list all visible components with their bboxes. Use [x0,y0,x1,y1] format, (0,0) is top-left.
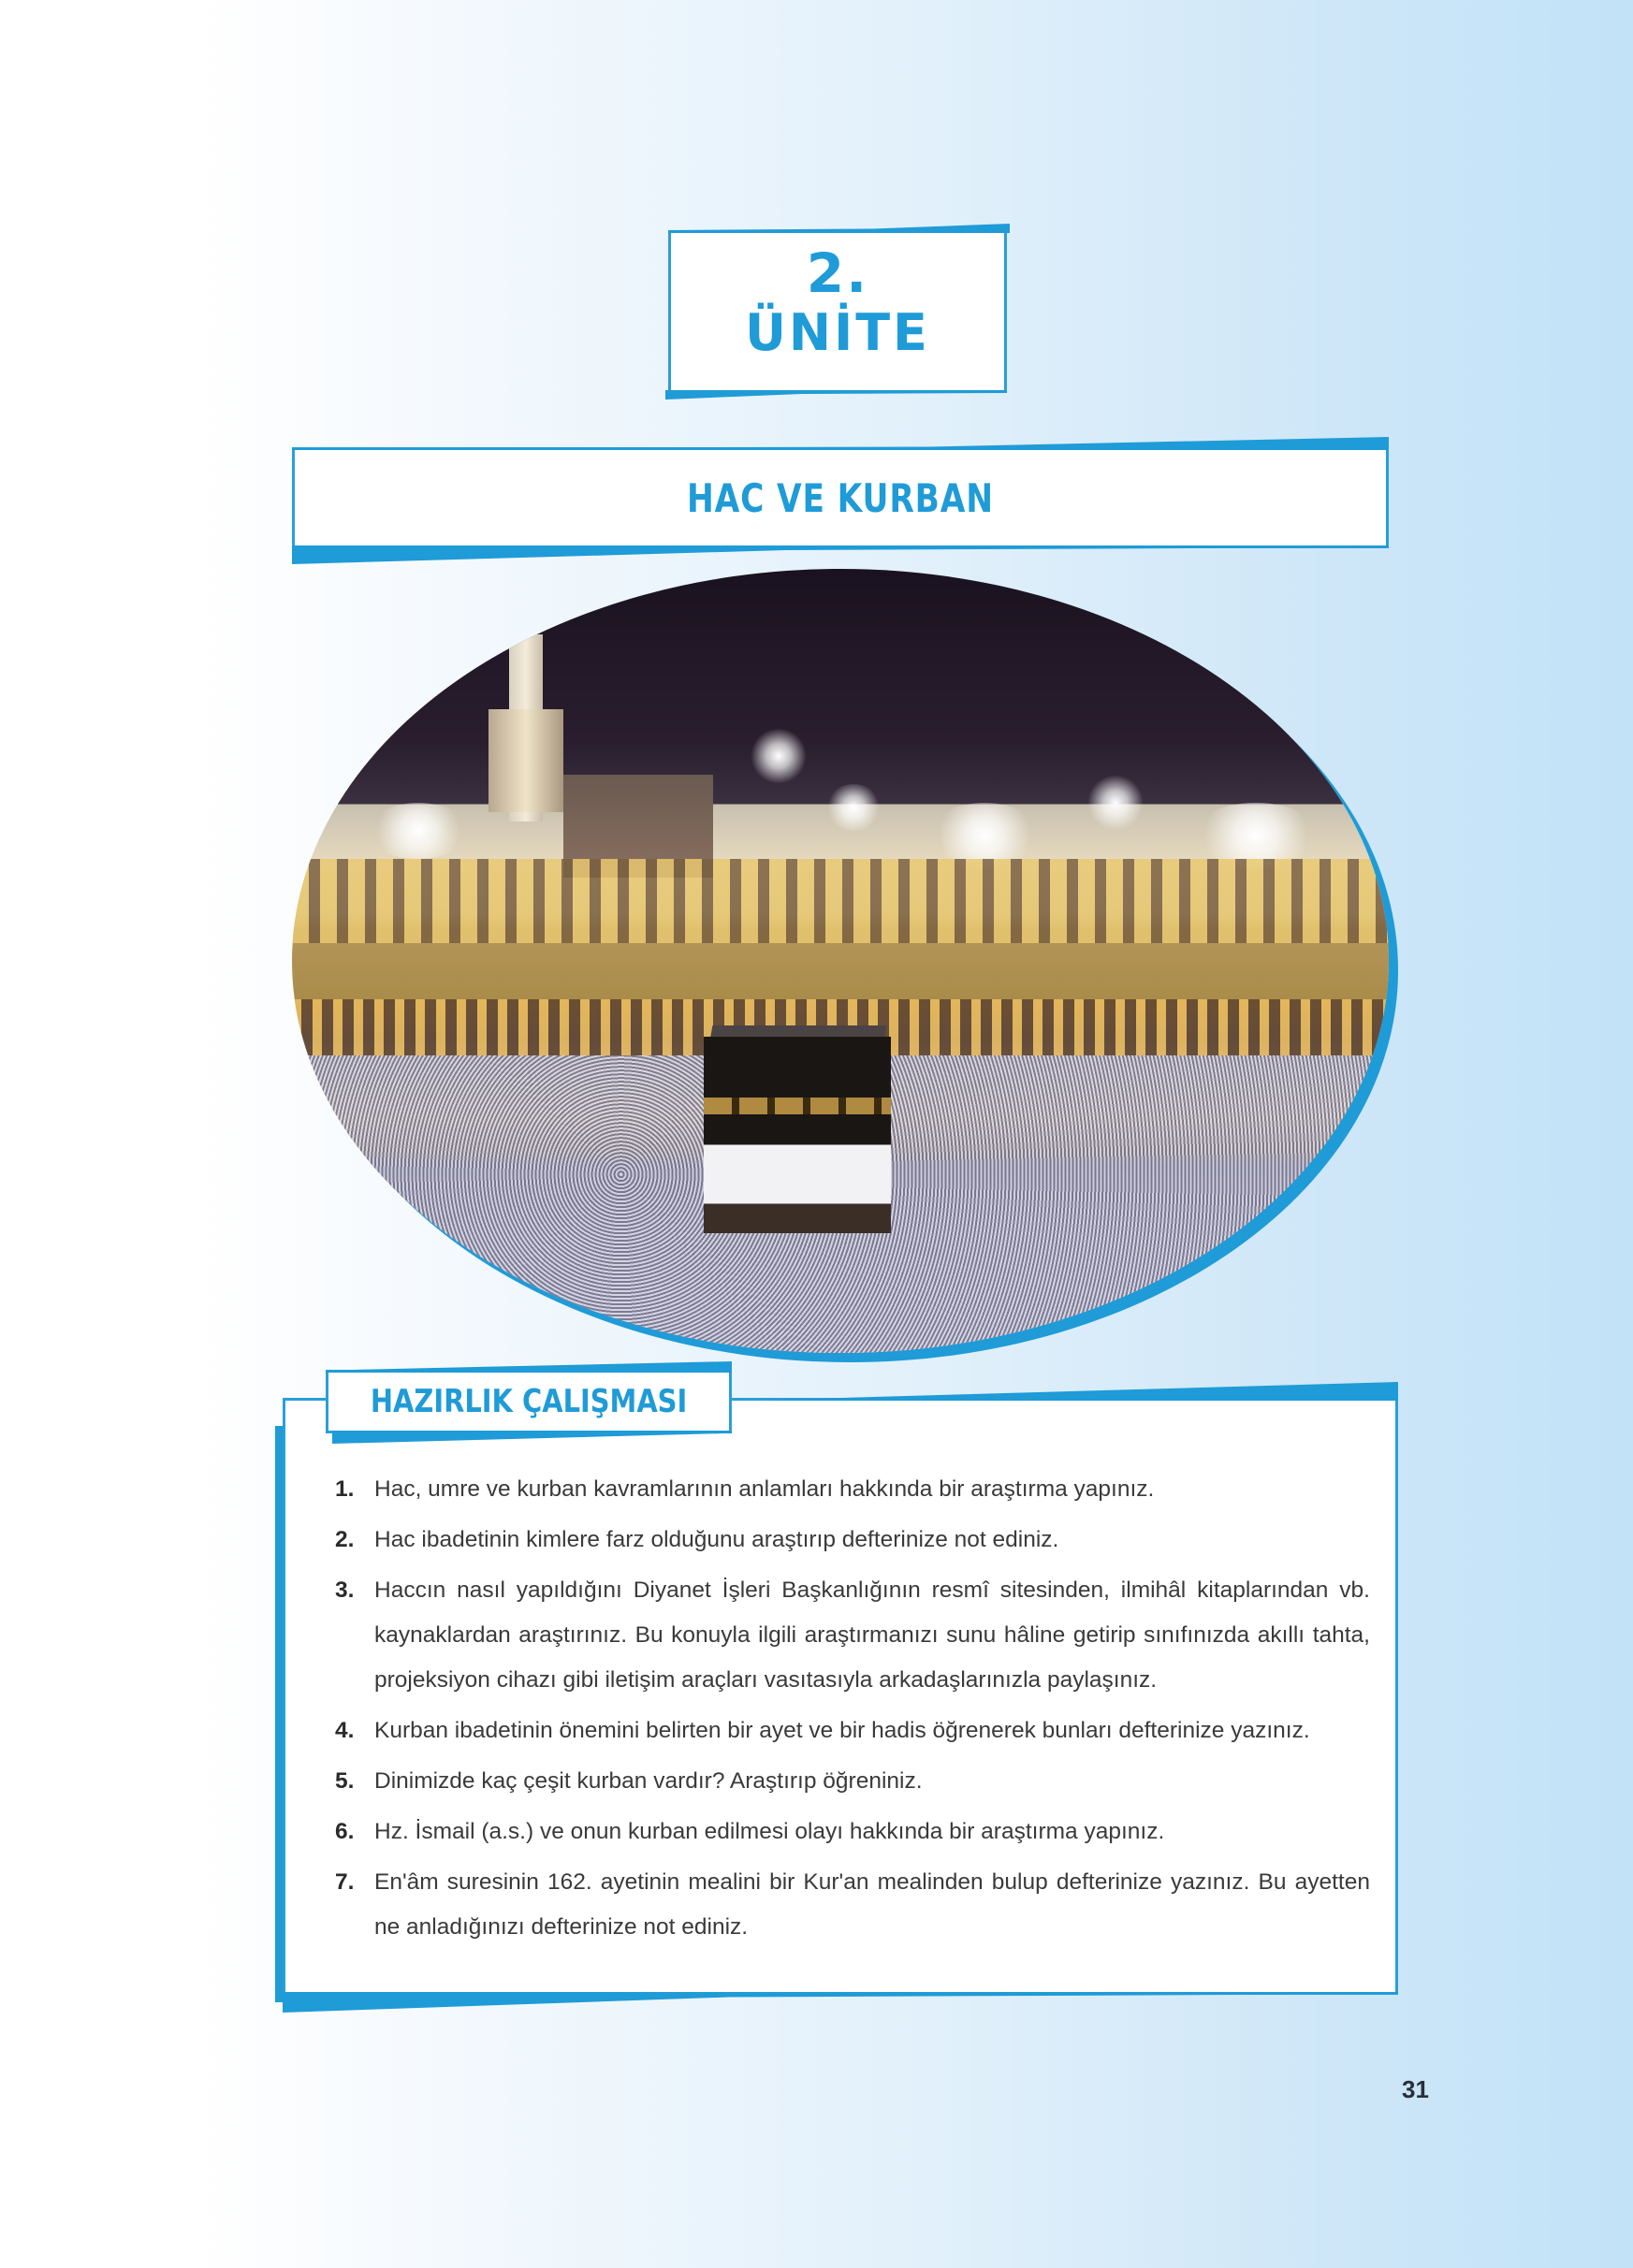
item-text: En'âm suresinin 162. ayetinin mealini bir Kur'an mealinden bulup defterinize yazınız. Bu ayetten ne anladığınızı defterinize not ediniz. [374,1869,1370,1940]
item-text: Hac, umre ve kurban kavramlarının anlamları hakkında bir araştırma yapınız. [374,1476,1155,1502]
unit-box [668,230,1007,393]
light-glow [367,803,470,859]
list-item [335,1810,1370,1854]
item-text: Kurban ibadetinin önemini belirten bir ayet ve bir hadis öğrenerek bunları defterinize yazınız. [374,1718,1310,1743]
item-number: 3. [335,1577,355,1603]
list-item [335,1467,1370,1512]
item-number: 1. [335,1476,355,1502]
kaaba-photo [292,569,1389,1353]
light-glow [1087,775,1144,831]
item-number: 7. [335,1869,355,1895]
item-text: Haccın nasıl yapıldığını Diyanet İşleri Başkanlığının resmî sitesinden, ilmihâl kitaplarından vb. kaynaklardan araştırınız. Bu konuyla ilgili araştırmanızı sunu hâline getirip sınıfınızda akıllı tahta, projeksiyon cihazı gibi iletişim araçları vasıtasıyla arkadaşlarınızla paylaşınız. [374,1577,1370,1693]
page-title: HAC VE KURBAN [687,474,994,521]
preparation-list [335,1467,1370,1955]
list-item [335,1708,1370,1753]
item-number: 4. [335,1718,355,1743]
list-item [335,1518,1370,1563]
unit-number: 2. [806,241,869,305]
unit-label: ÜNİTE [745,303,930,362]
item-number: 2. [335,1527,355,1552]
item-text: Hz. İsmail (a.s.) ve onun kurban edilmesi olayı hakkında bir araştırma yapınız. [374,1819,1165,1844]
item-text: Dinimizde kaç çeşit kurban vardır? Araştırıp öğreniniz. [374,1768,923,1794]
preparation-heading: HAZIRLIK ÇALIŞMASI [370,1383,688,1420]
light-glow [825,784,882,831]
light-glow [751,728,807,784]
preparation-header [326,1370,732,1433]
kaaba [704,1037,891,1233]
page-number: 31 [1402,2075,1429,2103]
kaaba-gold-band [704,1098,891,1114]
list-item [335,1759,1370,1804]
item-number: 6. [335,1819,355,1844]
title-banner [292,447,1389,548]
item-text: Hac ibadetinin kimlere farz olduğunu araştırıp defterinize not ediniz. [374,1527,1059,1552]
item-number: 5. [335,1768,355,1794]
list-item [335,1860,1370,1950]
minaret-balcony [488,709,563,812]
arcade-upper [292,859,1389,943]
list-item [335,1568,1370,1703]
